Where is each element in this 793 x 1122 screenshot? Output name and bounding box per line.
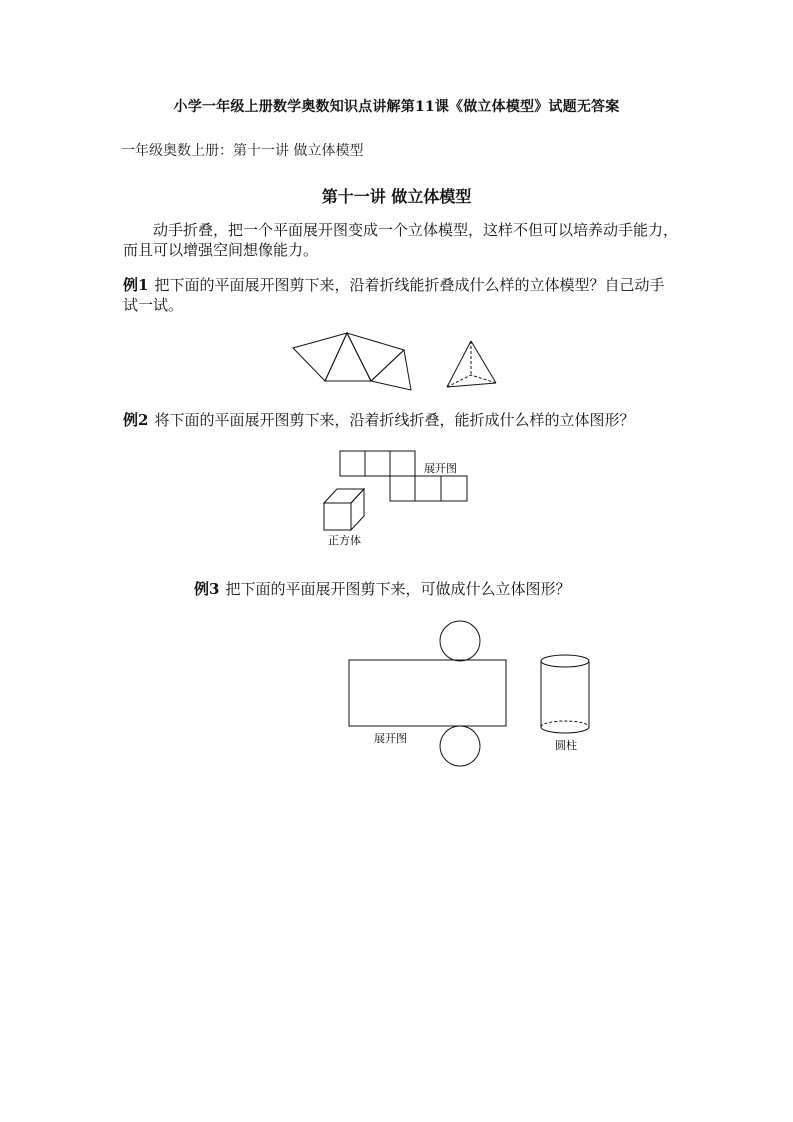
cylinder-bottom-front-arc — [541, 727, 589, 733]
cylinder-figure — [541, 655, 589, 733]
tetrahedron-figure — [447, 341, 496, 387]
cylinder-label: 圆柱 — [555, 739, 577, 752]
cube-net-square — [415, 476, 441, 501]
example-3-label: 例3 — [194, 580, 220, 598]
lesson-heading: 第十一讲 做立体模型 — [321, 187, 472, 206]
example-3-text: 把下面的平面展开图剪下来，可做成什么立体图形？ — [225, 580, 571, 598]
net-triangle-center — [325, 333, 371, 381]
pyramid-edge-left — [447, 341, 471, 387]
cylinder-bottom-hidden-arc — [541, 721, 589, 727]
cylinder-net-top-circle — [440, 621, 480, 661]
cube-front-face — [324, 503, 351, 530]
example-1-text: 把下面的平面展开图剪下来，沿着折线能折叠成什么样的立体模型？自己动手试一试。 — [123, 276, 665, 314]
net-triangle-right — [347, 333, 404, 381]
cube-net-square — [340, 451, 365, 476]
net-triangle-left — [293, 333, 347, 381]
lesson-subtitle: 一年级奥数上册：第十一讲 做立体模型 — [121, 143, 364, 159]
cube-net-square — [365, 451, 390, 476]
cylinder-net-bottom-circle — [440, 726, 480, 766]
cube-side-face — [351, 489, 364, 530]
cube-net-square — [390, 451, 415, 476]
example-2-label: 例2 — [123, 411, 149, 429]
cube-net-square — [390, 476, 415, 501]
cube-net-label: 展开图 — [424, 462, 457, 475]
cube-figure — [324, 489, 364, 530]
cube-label: 正方体 — [328, 534, 361, 547]
net-triangle-bottom — [371, 350, 411, 390]
document-title: 小学一年级上册数学奥数知识点讲解第11课《做立体模型》试题无答案 — [173, 99, 620, 115]
example-1-label: 例1 — [123, 276, 149, 294]
tetrahedron-net-figure — [293, 333, 411, 390]
cylinder-net-label: 展开图 — [374, 732, 407, 745]
cylinder-net-rectangle — [349, 660, 506, 726]
cube-net-square — [441, 476, 467, 501]
cube-net-figure — [340, 451, 467, 501]
cylinder-top-ellipse — [541, 655, 589, 667]
pyramid-edge-base-front — [447, 383, 496, 387]
example-2-text: 将下面的平面展开图剪下来，沿着折线折叠，能折成什么样的立体图形？ — [154, 411, 635, 429]
intro-paragraph: 动手折叠，把一个平面展开图变成一个立体模型，这样不但可以培养动手能力，而且可以增强空间想像能力。 — [123, 221, 679, 259]
cylinder-net-figure — [349, 621, 506, 766]
